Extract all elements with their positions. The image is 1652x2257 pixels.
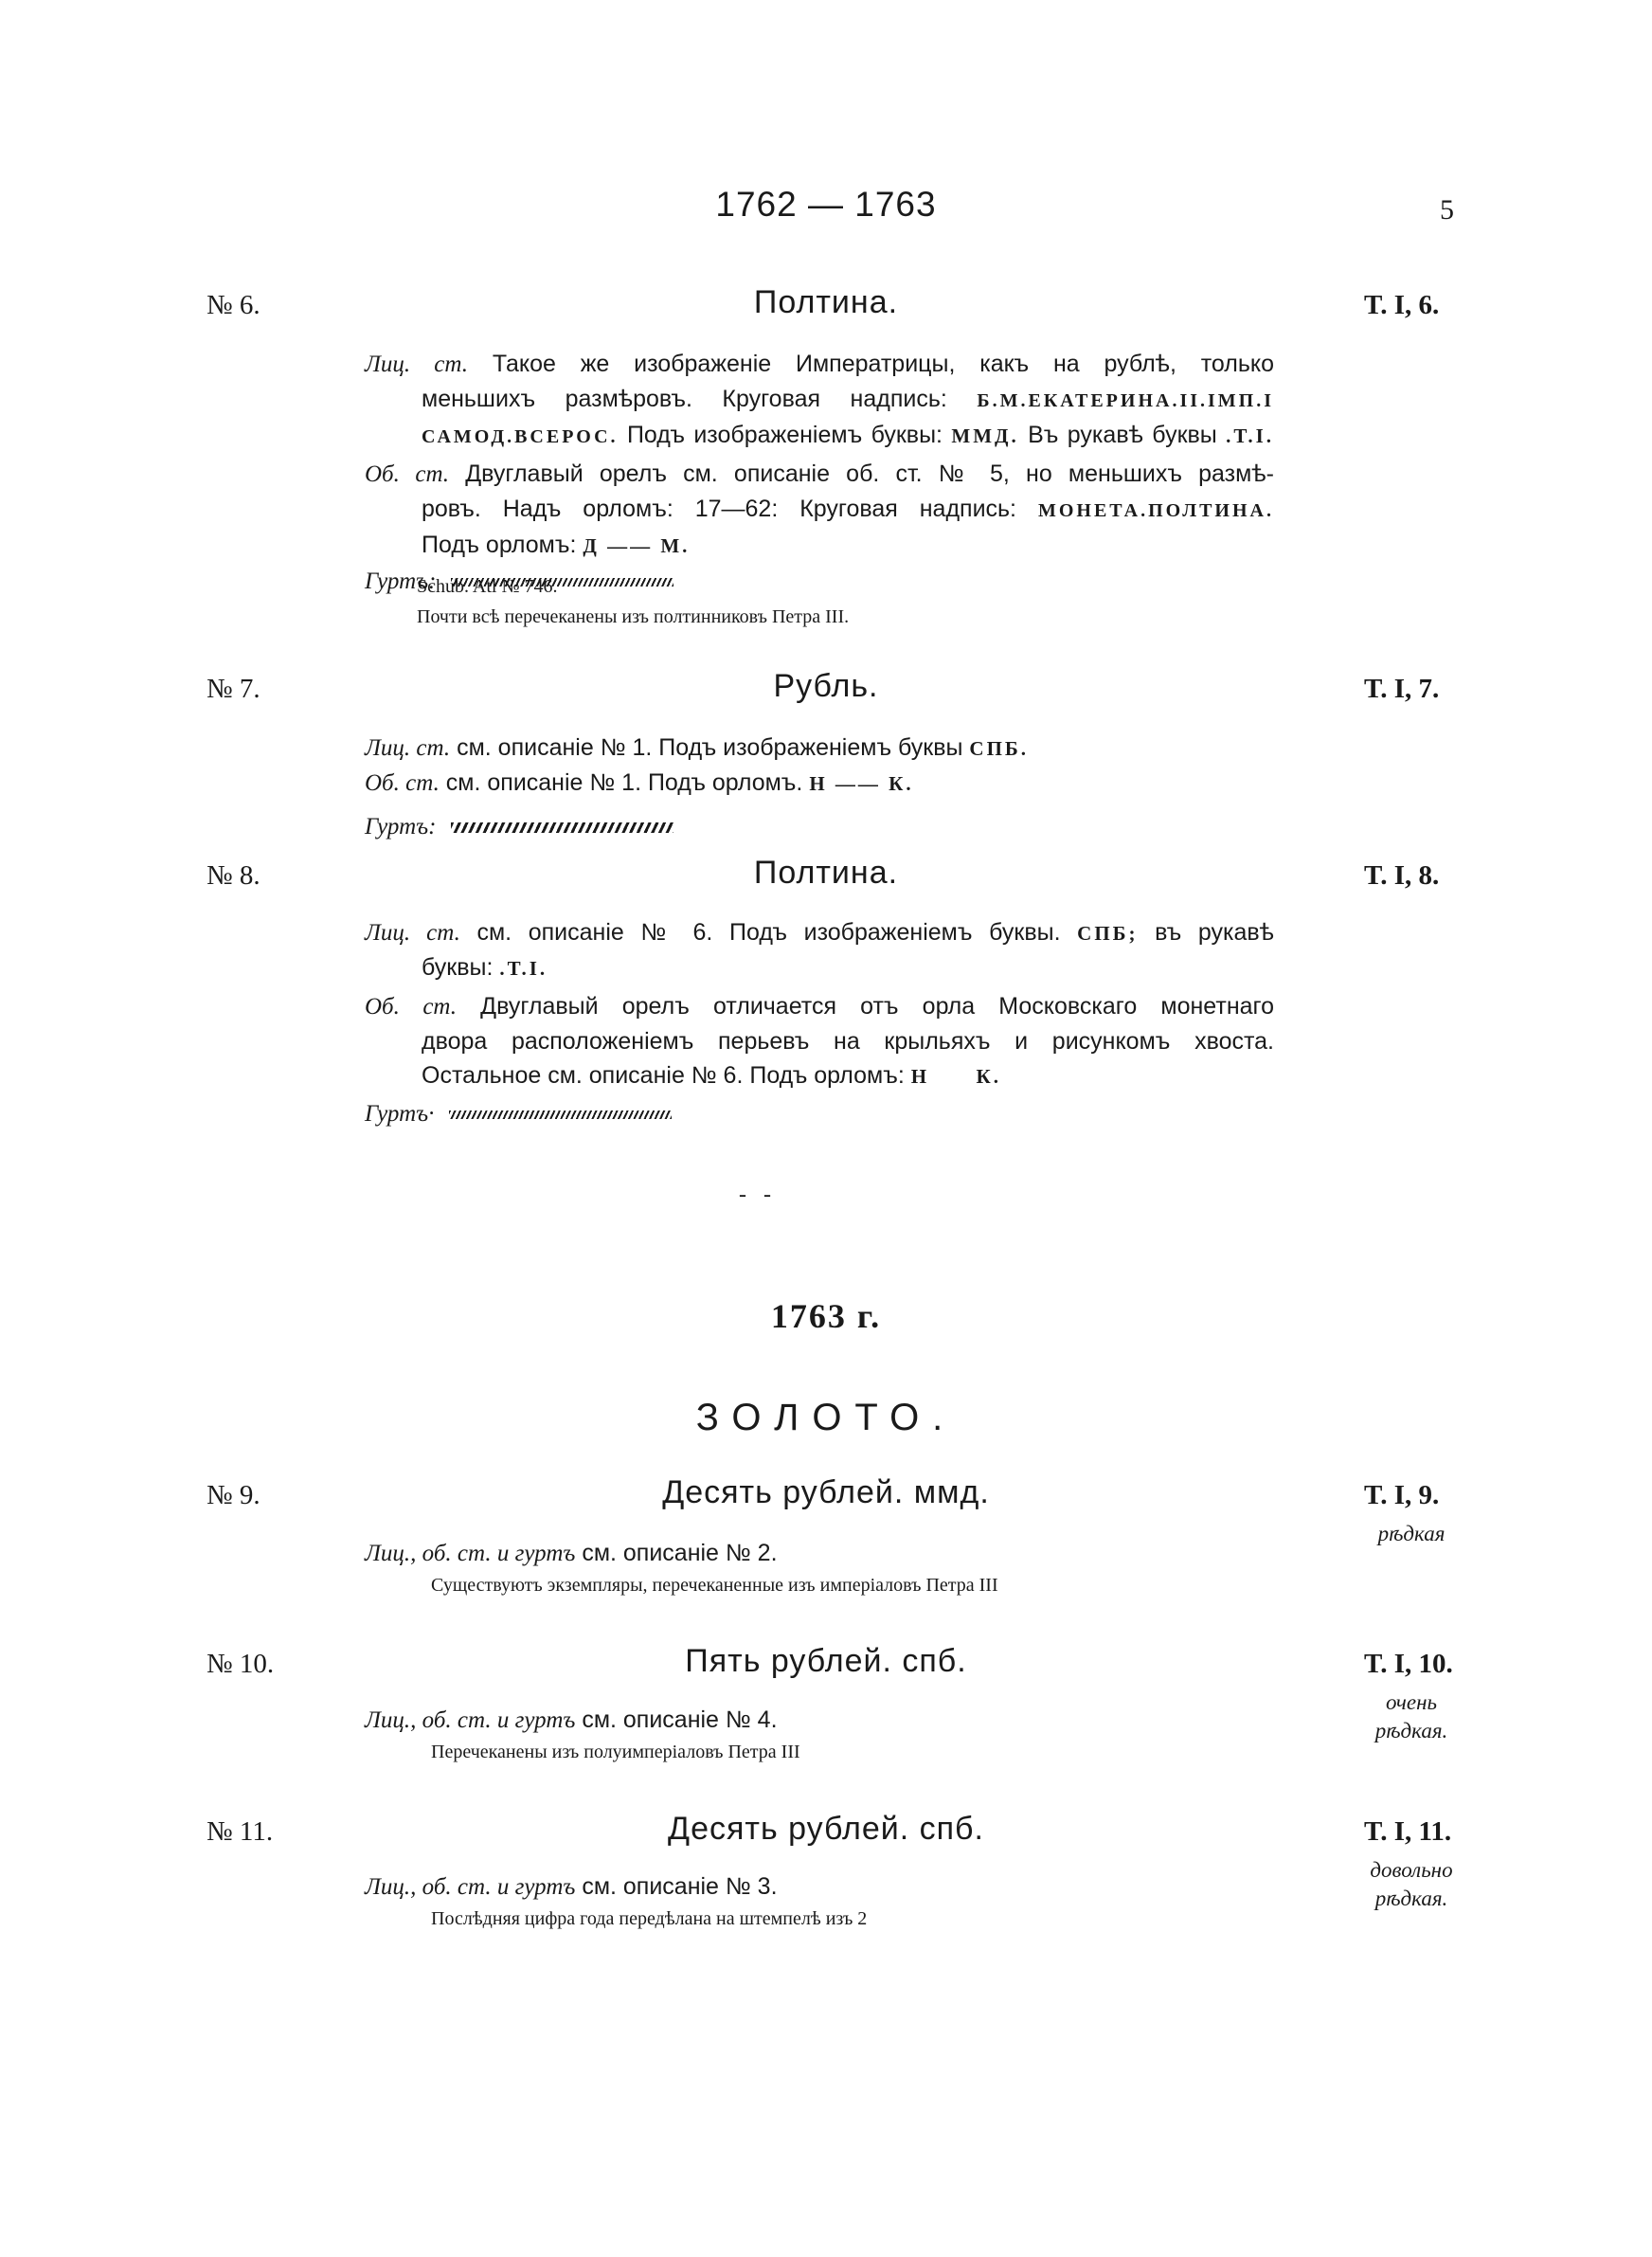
entry-title: Десять рублей. ммд. [662, 1474, 990, 1510]
entry-number: № 6. [206, 290, 260, 320]
reverse-line-1: Об. ст. Двуглавый орелъ см. описаніе об. ст. № 5, но меньшихъ размѣ- [365, 460, 1274, 487]
obverse-line-1: Лиц. ст. см. описаніе № 1. Подъ изображеніемъ буквы СПБ. [365, 734, 1030, 761]
entry-table-ref: T. I, 9. [1364, 1480, 1440, 1510]
entry-9-description: Лиц., об. ст. и гуртъ см. описаніе № 2. [365, 1540, 778, 1566]
rarity-label: очень рѣдкая. [1374, 1690, 1448, 1742]
reverse-line-2: двора расположеніемъ перьевъ на крыльяхъ и рисункомъ хвоста. [422, 1028, 1274, 1055]
edge-label: Гуртъ· [365, 1101, 435, 1127]
obverse-line-1: Лиц. ст. см. описаніе № 6. Подъ изображеніемъ буквы. СПБ; въ рукавѣ [365, 919, 1274, 946]
entry-title: Десять рублей. спб. [668, 1811, 984, 1847]
entry-10-note: Перечеканены изъ полуимперіаловъ Петра III [431, 1742, 800, 1762]
entry-title: Рубль. [773, 668, 879, 704]
obverse-label: Лиц. ст. [365, 735, 451, 761]
reverse-label: Об. ст. [365, 770, 440, 796]
entry-number: № 8. [206, 860, 260, 891]
entry-7-description [365, 731, 1274, 844]
entry-number: № 10. [206, 1649, 275, 1679]
running-head: 1762 — 1763 [715, 185, 937, 224]
reverse-line-3: Остальное см. описаніе № 6. Подъ орломъ: Н К. [422, 1062, 1002, 1089]
rarity-label: рѣдкая [1377, 1522, 1446, 1545]
edge-hatch-mark [449, 1110, 672, 1119]
entry-6-note-2: Почти всѣ перечеканены изъ полтинниковъ Петра III. [417, 606, 850, 627]
obverse-line-2: буквы: .Т.I. [422, 954, 548, 981]
entry-number: № 7. [206, 674, 260, 704]
obverse-line-2: меньшихъ размѣровъ. Круговая надпись: Б.М.ЕКАТЕРИНА.II.IМП.I [422, 386, 1275, 412]
entry-number: № 9. [206, 1480, 260, 1510]
obverse-label: Лиц. ст. [365, 352, 468, 377]
entry-table-ref: T. I, 6. [1364, 290, 1440, 320]
reverse-line-1: Об. ст. Двуглавый орелъ отличается отъ орла Московскаго монетнаго [365, 993, 1274, 1020]
entry-8-description [365, 915, 1274, 1131]
entry-table-ref: T. I, 7. [1364, 674, 1440, 704]
edge-hatch-mark [451, 822, 673, 833]
entry-11-description: Лиц., об. ст. и гуртъ см. описаніе № 3. [365, 1873, 778, 1900]
obverse-line-3: САМОД.ВСЕРОС. Подъ изображеніемъ буквы: ММД. Въ рукавѣ буквы .Т.I. [422, 422, 1274, 448]
entry-title: Пять рублей. спб. [685, 1643, 967, 1679]
edge-row [365, 1097, 1274, 1131]
edge-label: Гуртъ: [365, 814, 437, 840]
page-number: 5 [1440, 194, 1454, 226]
entry-table-ref: T. I, 10. [1364, 1649, 1453, 1679]
edge-row [365, 810, 1274, 844]
entry-title: Полтина. [753, 855, 899, 891]
entry-10-description: Лиц., об. ст. и гуртъ см. описаніе № 4. [365, 1706, 778, 1733]
metal-section-heading: ЗОЛОТО. [695, 1397, 957, 1438]
description-label: Лиц., об. ст. и гуртъ [365, 1874, 576, 1900]
reverse-label: Об. ст. [365, 461, 450, 487]
obverse-legend: Б.М.ЕКАТЕРИНА.II.IМП.I [977, 390, 1275, 411]
description-label: Лиц., об. ст. и гуртъ [365, 1707, 576, 1733]
edge-label: Гуртъ: [365, 569, 437, 594]
reverse-line-1: Об. ст. см. описаніе № 1. Подъ орломъ. Н —— К. [365, 769, 914, 796]
entry-11-note: Послѣдняя цифра года передѣлана на штемпелѣ изъ 2 [431, 1908, 868, 1929]
entry-6-description [365, 347, 1274, 599]
obverse-label: Лиц. ст. [365, 920, 460, 946]
reverse-line-3: Подъ орломъ: Д —— М. [422, 532, 691, 558]
entry-table-ref: T. I, 8. [1364, 860, 1440, 891]
rarity-label: довольно рѣдкая. [1370, 1858, 1453, 1910]
reverse-line-2: ровъ. Надъ орломъ: 17—62: Круговая надпись: МОНЕТА.ПОЛТИНА. [422, 496, 1274, 522]
entry-title: Полтина. [753, 284, 899, 320]
reverse-label: Об. ст. [365, 994, 458, 1020]
entry-number: № 11. [206, 1816, 274, 1847]
obverse-line-1: Лиц. ст. Такое же изображеніе Императрицы, какъ на рублѣ, только [365, 351, 1274, 377]
section-separator: - - [739, 1183, 777, 1207]
year-heading: 1763 г. [770, 1297, 882, 1335]
entry-table-ref: T. I, 11. [1364, 1816, 1452, 1847]
description-label: Лиц., об. ст. и гуртъ [365, 1541, 576, 1566]
entry-9-note: Существуютъ экземпляры, перечеканенные изъ имперіаловъ Петра III [431, 1575, 998, 1596]
entry-6-note-1: Schub. Atl № 746. [417, 576, 558, 597]
